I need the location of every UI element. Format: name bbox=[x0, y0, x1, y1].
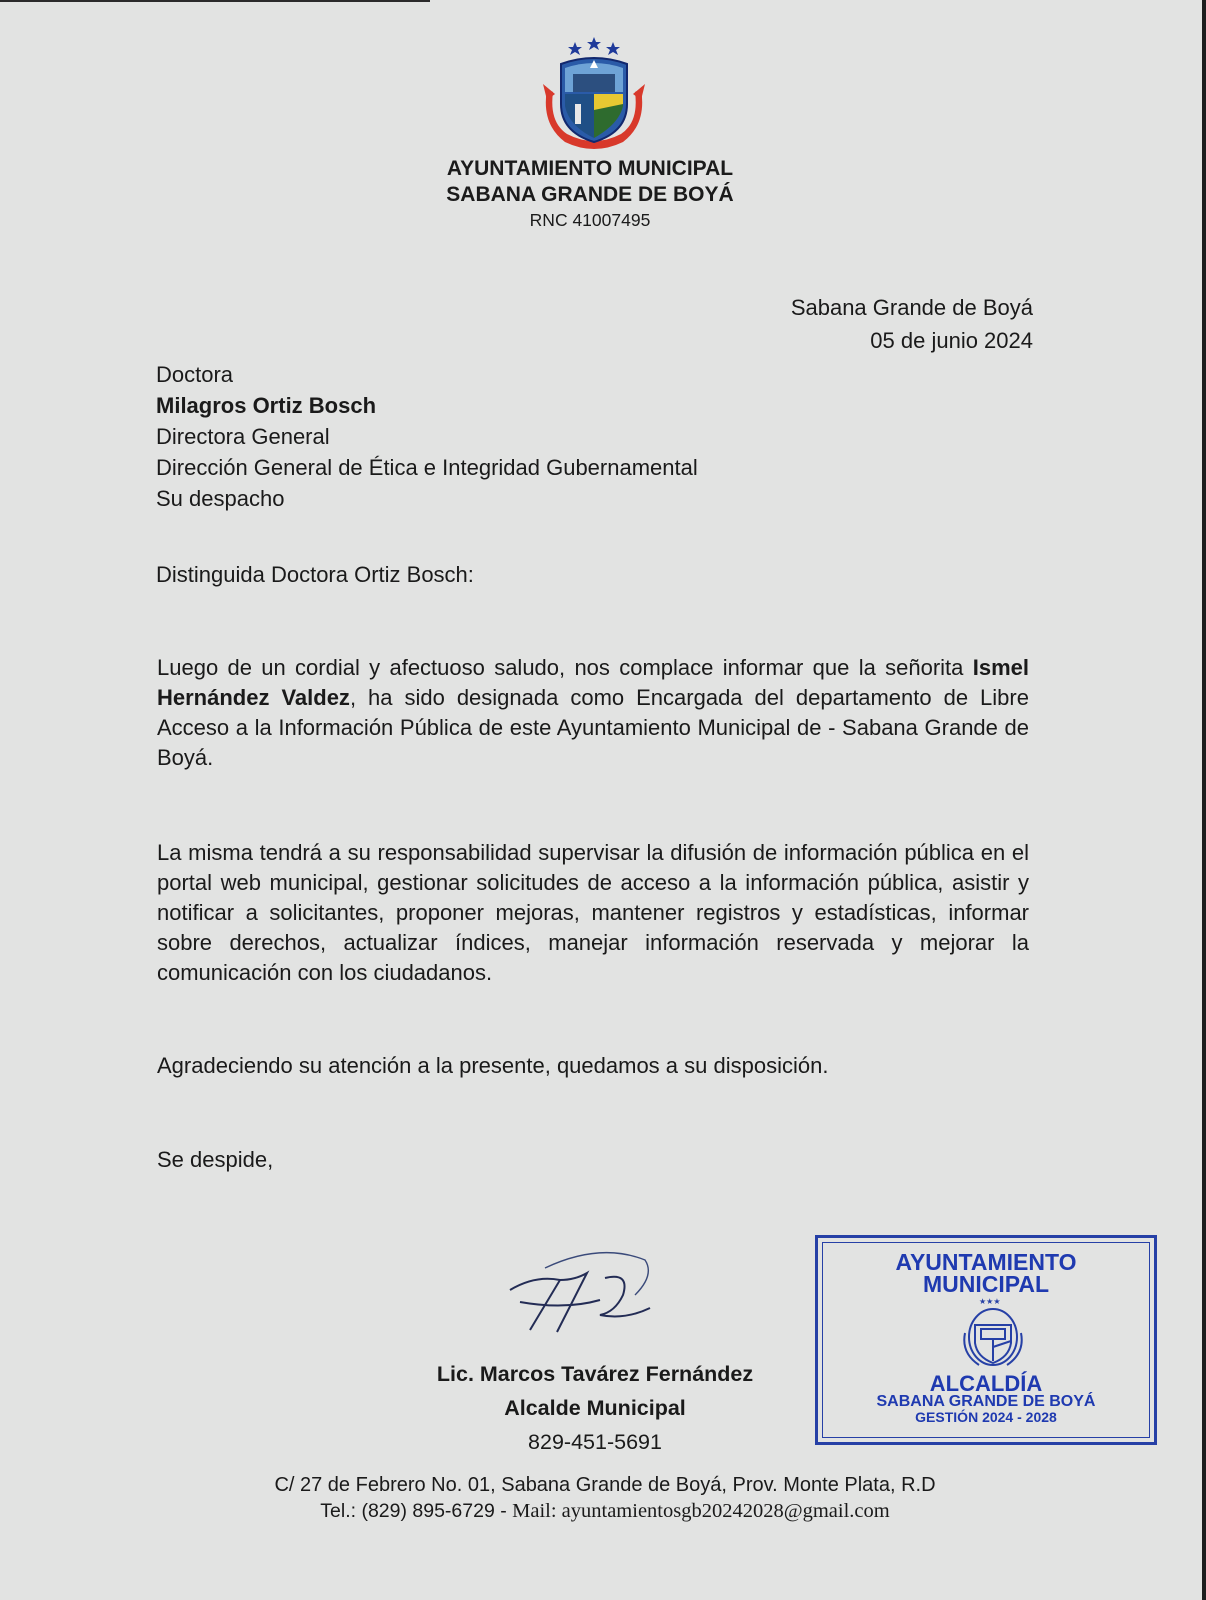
recipient-title: Doctora bbox=[156, 362, 234, 387]
scan-edge-top bbox=[0, 0, 430, 2]
stamp-line5: GESTIÓN 2024 - 2028 bbox=[915, 1409, 1057, 1425]
letter-date: 05 de junio 2024 bbox=[870, 328, 1033, 353]
stars-icon bbox=[568, 37, 620, 55]
recipient-name: Milagros Ortiz Bosch bbox=[156, 393, 377, 418]
signatory-title: Alcalde Municipal bbox=[504, 1396, 686, 1420]
org-name-line2: SABANA GRANDE DE BOYÁ bbox=[446, 183, 734, 206]
scan-edge-right bbox=[1202, 0, 1206, 1600]
footer-mail: Mail: ayuntamientosgb20242028@gmail.com bbox=[512, 1500, 890, 1522]
org-rnc: RNC 41007495 bbox=[529, 210, 651, 230]
place-date-block bbox=[791, 291, 1033, 357]
signatory-phone: 829-451-5691 bbox=[528, 1430, 662, 1454]
stamp-line3: ALCALDÍA bbox=[929, 1371, 1043, 1396]
stamp-line4: SABANA GRANDE DE BOYÁ bbox=[876, 1393, 1096, 1410]
stamp-line1: AYUNTAMIENTO bbox=[895, 1249, 1077, 1275]
recipient-destination: Su despacho bbox=[156, 486, 285, 511]
footer-contact bbox=[150, 1500, 1060, 1523]
footer-tel: Tel.: (829) 895-6729 - bbox=[320, 1500, 513, 1522]
official-stamp bbox=[815, 1235, 1157, 1445]
footer-address: C/ 27 de Febrero No. 01, Sabana Grande de Boyá, Prov. Monte Plata, R.D bbox=[274, 1474, 936, 1496]
body-paragraph-2: La misma tendrá a su responsabilidad supervisar la difusión de información pública en el portal web municipal, gestionar solicitudes de acceso a la información pública, asistir y notificar a solicitantes, proponer mejoras, mantener registros y estadísticas, informar sobre derechos, actualizar índices, manejar información reservada y mejorar la comunicación con los ciudadanos. bbox=[157, 840, 1029, 985]
body-paragraph-1 bbox=[157, 653, 1029, 773]
p1-rest: , ha sido designada como Encargada del departamento de Libre Acceso a la Información Pública de este Ayuntamiento Municipal de - Sabana Grande de Boyá. bbox=[157, 685, 1029, 770]
body-paragraph-3: Agradeciendo su atención a la presente, quedamos a su disposición. bbox=[157, 1053, 829, 1078]
salutation: Distinguida Doctora Ortiz Bosch: bbox=[156, 562, 474, 587]
letter-place: Sabana Grande de Boyá bbox=[790, 295, 1033, 320]
stamp-inner-border bbox=[822, 1242, 1150, 1438]
recipient-institution: Dirección General de Ética e Integridad Gubernamental bbox=[156, 455, 698, 480]
coat-of-arms-logo bbox=[535, 34, 653, 154]
recipient-block bbox=[156, 359, 698, 514]
stamp-heading bbox=[823, 1251, 1149, 1295]
handwritten-signature bbox=[505, 1240, 665, 1340]
signatory-name: Lic. Marcos Tavárez Fernández bbox=[436, 1362, 754, 1386]
closing: Se despide, bbox=[157, 1147, 274, 1172]
p1-intro: Luego de un cordial y afectuoso saludo, nos complace informar que la señorita bbox=[157, 655, 964, 680]
recipient-position: Directora General bbox=[156, 424, 330, 449]
designee-name: Ismel Hernández Valdez bbox=[157, 655, 1029, 710]
org-name-line1: AYUNTAMIENTO MUNICIPAL bbox=[446, 157, 734, 180]
stamp-seal-icon bbox=[953, 1295, 1033, 1371]
stamp-line2: MUNICIPAL bbox=[922, 1271, 1050, 1297]
svg-text:★★★: ★★★ bbox=[979, 1297, 1001, 1306]
